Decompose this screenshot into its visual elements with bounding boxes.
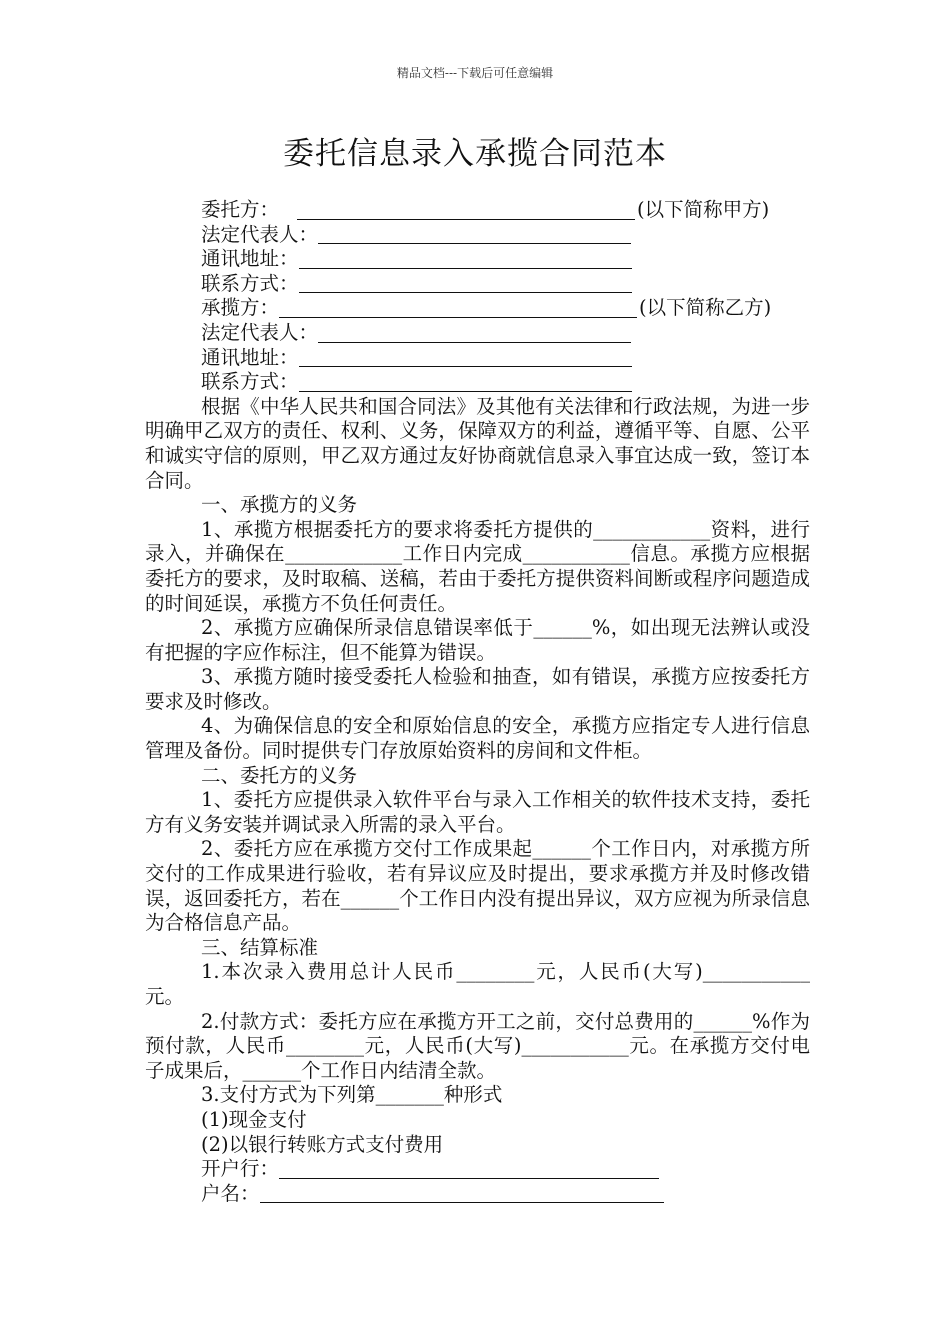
fill-blank: [297, 202, 635, 220]
section-heading-principal: 二、委托方的义务: [201, 763, 358, 787]
party-row-contractor: [145, 296, 810, 321]
party-row-contact-a: [145, 272, 810, 297]
party-row-address-a: [145, 247, 810, 272]
clause-paragraph: 2.付款方式：委托方应在承揽方开工之前，交付总费用的______%作为预付款，人民币________元，人民币(大写)___________元。在承揽方交付电子成果后，______个工作日内结清全款。: [145, 1009, 810, 1082]
party-label: 委托方：: [201, 198, 280, 221]
party-label: 法定代表人：: [201, 222, 319, 246]
clause-paragraph: 2、承揽方应确保所录信息错误率低于______%，如出现无法辨认或没有把握的字应作标注，但不能算为错误。: [145, 616, 810, 664]
bank-row-account-name: [145, 1182, 810, 1207]
party-label: 承揽方：: [201, 296, 280, 320]
bank-label: 户名：: [201, 1181, 260, 1205]
fill-blank: [260, 1185, 664, 1203]
party-row-rep-a: [145, 223, 810, 248]
document-title: 委托信息录入承揽合同范本: [283, 136, 667, 172]
clause-paragraph: 2、委托方应在承揽方交付工作成果起______个工作日内，对承揽方所交付的工作成果进行验收，若有异议应及时提出，要求承揽方并及时修改错误，返回委托方，若在______个工作日内没有提出异议，双方应视为所录信息为合格信息产品。: [145, 837, 810, 935]
fill-blank: [299, 275, 632, 293]
party-label: 通讯地址：: [201, 345, 299, 369]
party-suffix: (以下简称甲方): [637, 198, 770, 221]
party-row-rep-b: [145, 321, 810, 346]
payment-method-line: 3.支付方式为下列第_______种形式: [201, 1083, 503, 1107]
fill-blank: [299, 349, 632, 367]
section-heading-contractor: 一、承揽方的义务: [201, 493, 358, 517]
party-suffix: (以下简称乙方): [639, 296, 772, 320]
payment-option: (2)以银行转账方式支付费用: [201, 1132, 444, 1156]
contract-body: [145, 198, 810, 1206]
clause-paragraph: 1、承揽方根据委托方的要求将委托方提供的____________资料，进行录入，并确保在____________工作日内完成___________信息。承揽方应根据委托方的要求，及时取稿、送稿，若由于委托方提供资料间断或程序问题造成的时间延误，承揽方不负任何责任。: [145, 517, 810, 615]
party-label: 法定代表人：: [201, 320, 319, 344]
bank-label: 开户行：: [201, 1157, 280, 1181]
party-block: [145, 198, 810, 395]
fill-blank: [299, 374, 632, 392]
party-label: 联系方式：: [201, 370, 299, 394]
party-label: 联系方式：: [201, 271, 299, 295]
fill-blank: [299, 251, 632, 269]
party-label: 通讯地址：: [201, 247, 299, 271]
clause-paragraph: 1.本次录入费用总计人民币________元，人民币(大写)___________元。: [145, 960, 810, 1008]
bank-row-bank: [145, 1157, 810, 1182]
intro-paragraph: 根据《中华人民共和国合同法》及其他有关法律和行政法规，为进一步明确甲乙双方的责任、权利、义务，保障双方的利益，遵循平等、自愿、公平和诚实守信的原则，甲乙双方通过友好协商就信息录入事宜达成一致，签订本合同。: [145, 394, 810, 492]
payment-option: (1)现金支付: [201, 1107, 307, 1131]
party-row-address-b: [145, 346, 810, 371]
clause-paragraph: 3、承揽方随时接受委托人检验和抽查，如有错误，承揽方应按委托方要求及时修改。: [145, 665, 810, 713]
clause-paragraph: 1、委托方应提供录入软件平台与录入工作相关的软件技术支持，委托方有义务安装并调试录入所需的录入平台。: [145, 788, 810, 836]
party-row-contact-b: [145, 370, 810, 395]
fill-blank: [318, 226, 631, 244]
fill-blank: [279, 300, 637, 318]
fill-blank: [318, 325, 631, 343]
header-note: 精品文档---下载后可任意编辑: [396, 66, 554, 80]
clause-paragraph: 4、为确保信息的安全和原始信息的安全，承揽方应指定专人进行信息管理及备份。同时提供专门存放原始资料的房间和文件柜。: [145, 714, 810, 763]
fill-blank: [279, 1161, 659, 1179]
party-row-principal: [145, 198, 810, 223]
section-heading-settlement: 三、结算标准: [201, 935, 319, 959]
